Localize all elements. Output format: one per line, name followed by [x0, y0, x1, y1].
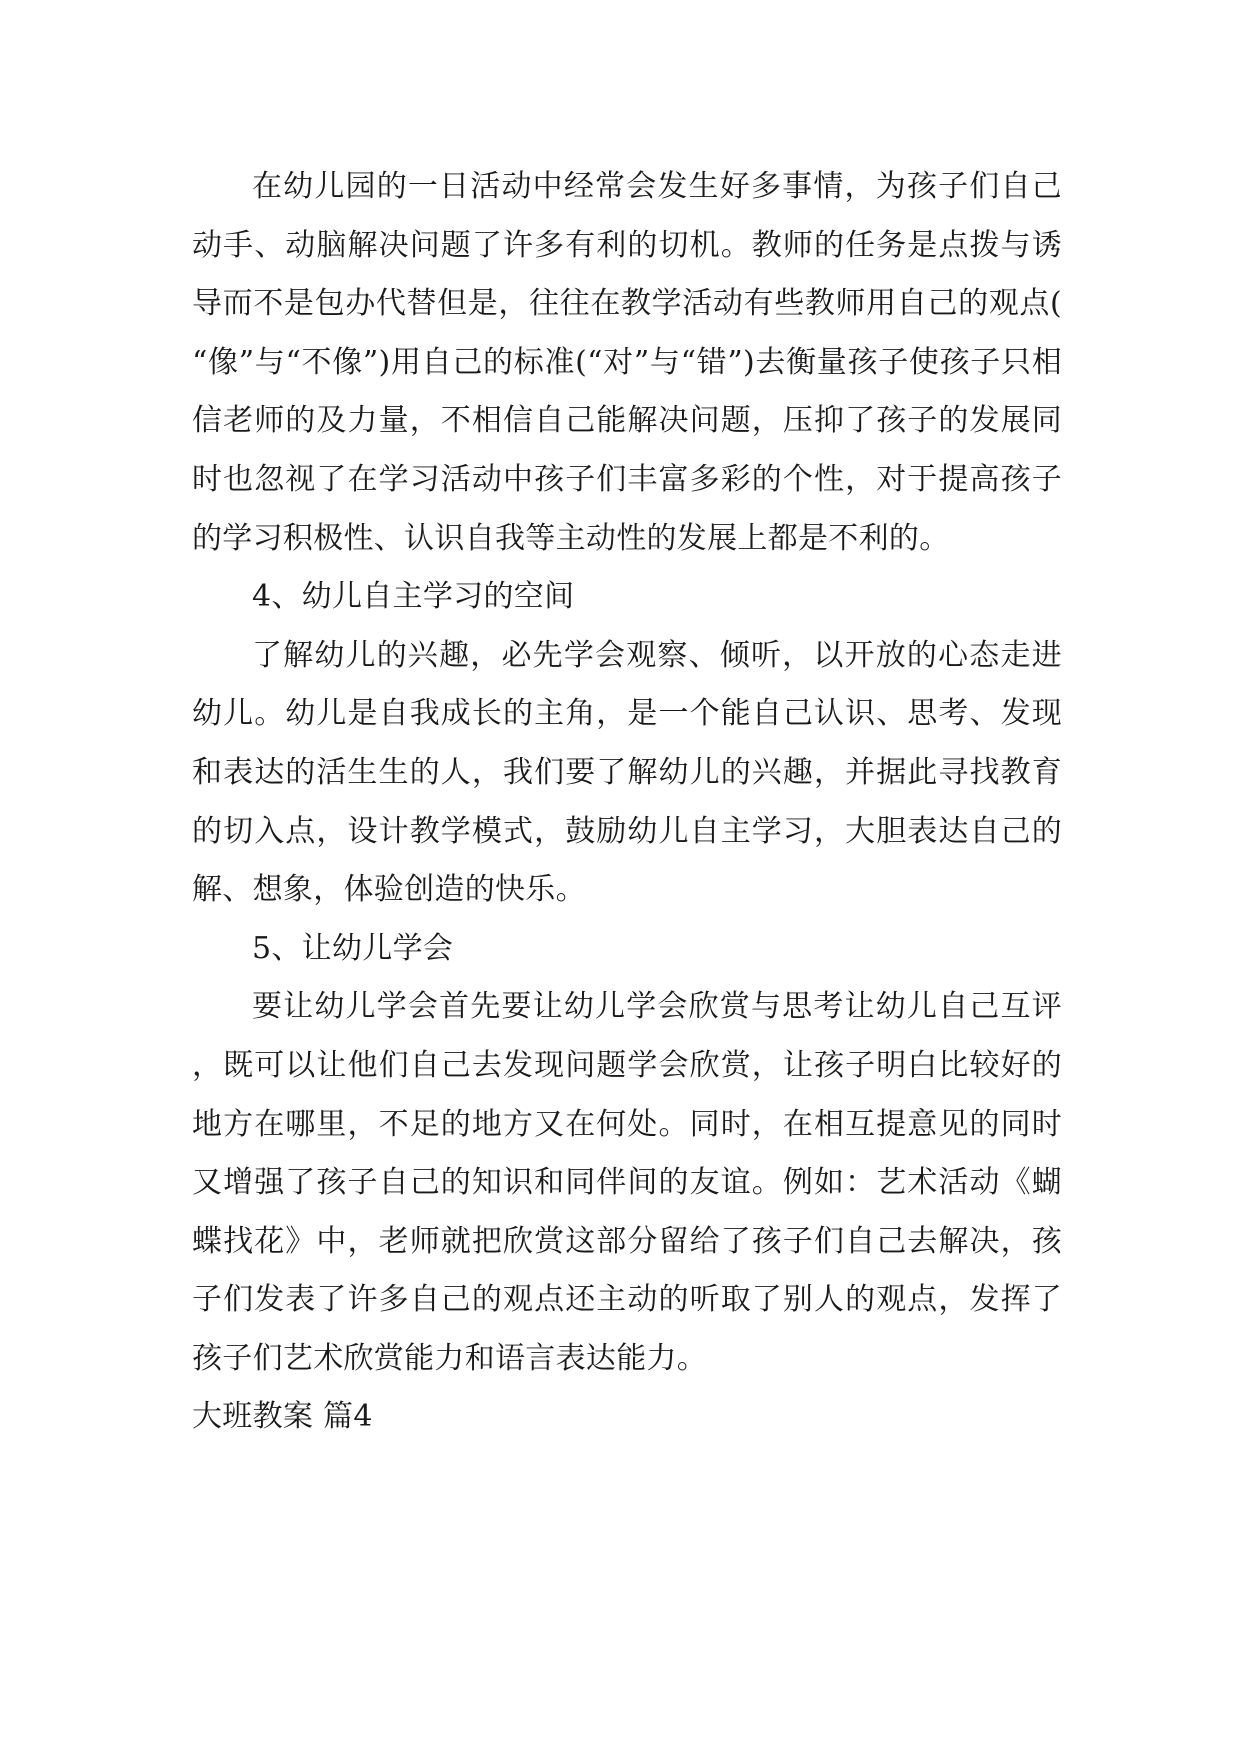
document-body: [192, 158, 1062, 1447]
paragraph-problem-solving: 在幼儿园的一日活动中经常会发生好多事情，为孩子们自己动手、动脑解决问题了许多有利的切机。教师的任务是点拨与诱导而不是包办代替但是，往往在教学活动有些教师用自己的观点(“像”与“不像”)用自己的标准(“对”与“错”)去衡量孩子使孩子只相信老师的及力量，不相信自己能解决问题，压抑了孩子的发展同时也忽视了在学习活动中孩子们丰富多彩的个性，对于提高孩子的学习积极性、认识自我等主动性的发展上都是不利的。: [192, 169, 1062, 556]
section-heading-4: 4、幼儿自主学习的空间: [252, 579, 575, 615]
paragraph-appreciation: 要让幼儿学会首先要让幼儿学会欣赏与思考让幼儿自己互评，既可以让他们自己去发现问题学会欣赏，让孩子明白比较好的地方在哪里，不足的地方又在何处。同时，在相互提意见的同时又增强了孩子自己的知识和同伴间的友谊。例如：艺术活动《蝴蝶找花》中，老师就把欣赏这部分留给了孩子们自己去解决，孩子们发表了许多自己的观点还主动的听取了别人的观点，发挥了孩子们艺术欣赏能力和语言表达能力。: [192, 989, 1062, 1376]
paragraph-autonomous-learning: 了解幼儿的兴趣，必先学会观察、倾听，以开放的心态走进幼儿。幼儿是自我成长的主角，是一个能自己认识、思考、发现和表达的活生生的人，我们要了解幼儿的兴趣，并据此寻找教育的切入点，设计教学模式，鼓励幼儿自主学习，大胆表达自己的解、想象，体验创造的快乐。: [192, 637, 1062, 908]
lesson-plan-title: 大班教案 篇4: [192, 1399, 373, 1435]
section-heading-5: 5、让幼儿学会: [252, 930, 454, 966]
